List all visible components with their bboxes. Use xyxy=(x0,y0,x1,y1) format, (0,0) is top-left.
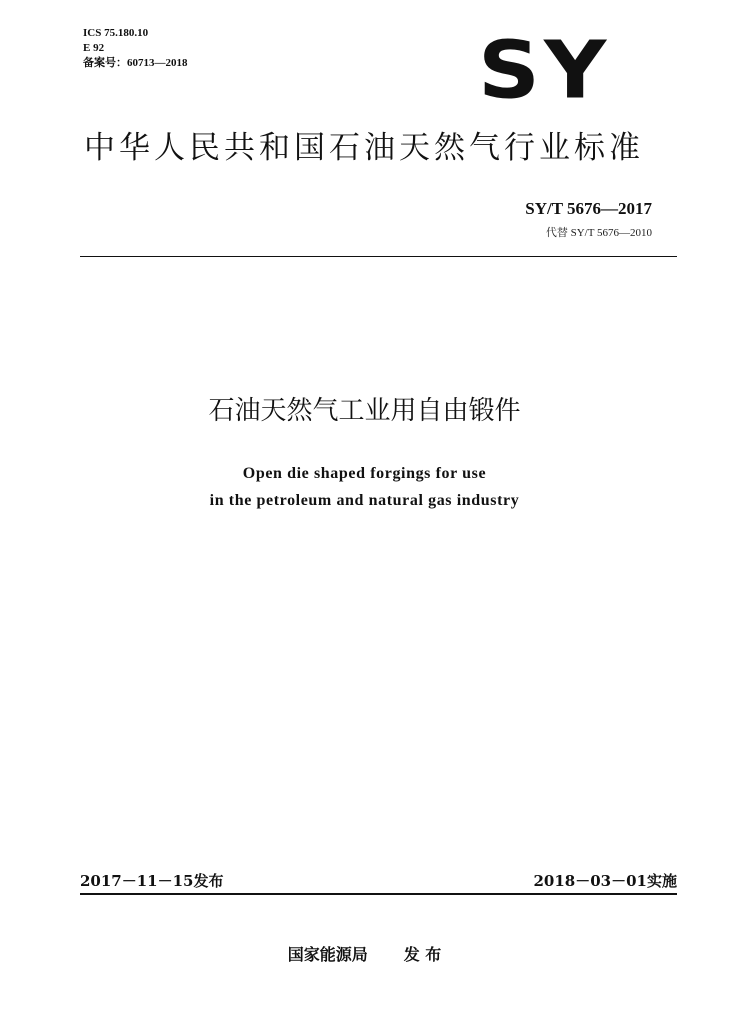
english-title-line-1: Open die shaped forgings for use xyxy=(242,465,487,482)
header-divider xyxy=(80,256,677,257)
issuer-name: 国家能源局 xyxy=(287,945,368,964)
record-number: 备案号：60713—2018 xyxy=(83,57,188,69)
english-title-line-2: in the petroleum and natural gas industry xyxy=(209,492,520,509)
issuer-action: 发 布 xyxy=(403,945,442,964)
footer-divider xyxy=(80,893,677,895)
publish-date: 2017－11－15发布 xyxy=(80,872,224,890)
implement-date: 2018－03－01实施 xyxy=(533,872,677,890)
replaces-standard: 代替 SY/T 5676—2010 xyxy=(545,227,652,239)
category-code: E 92 xyxy=(83,42,105,54)
ics-code: ICS 75.180.10 xyxy=(83,27,149,39)
document-metadata xyxy=(83,26,188,71)
issuer-line xyxy=(0,942,729,965)
english-title xyxy=(0,460,729,514)
standard-number: SY/T 5676—2017 xyxy=(525,199,652,218)
sy-logo: SY xyxy=(478,24,611,117)
chinese-title: 石油天然气工业用自由锻件 xyxy=(208,396,521,426)
organization-title: 中华人民共和国石油天然气行业标准 xyxy=(84,130,644,166)
